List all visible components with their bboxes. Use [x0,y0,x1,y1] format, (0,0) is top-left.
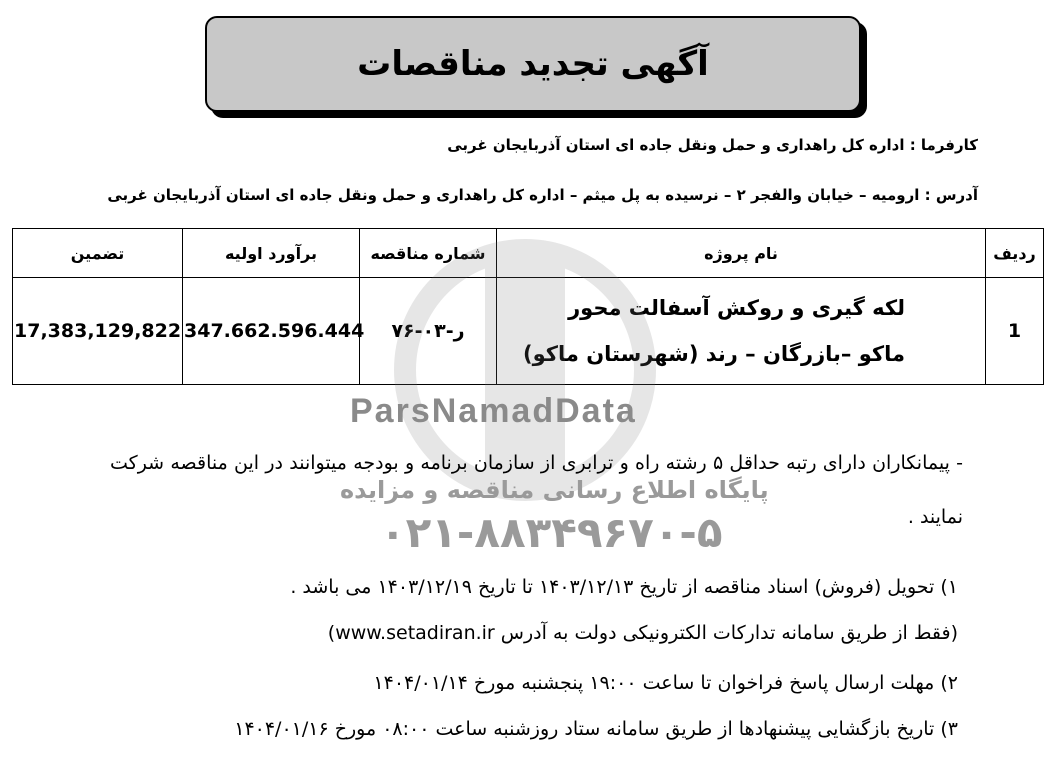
cell-tender-number: ۷۶-ر-۰۳ [360,278,497,385]
cell-project [497,278,986,385]
watermark-phone: ۰۲۱-۸۸۳۴۹۶۷۰-۵ [380,508,723,557]
item-document-delivery: ۱) تحویل (فروش) اسناد مناقصه از تاریخ ۱۴۰۳/۱۲/۱۳ تا تاریخ ۱۴۰۳/۱۲/۱۹ می باشد . [290,576,958,598]
header-project: نام پروژه [497,229,986,278]
eligibility-paragraph: - پیمانکاران دارای رتبه حداقل ۵ رشته راه و ترابری از سازمان برنامه و بودجه میتوانند در این مناقصه شرکت نمایند . [110,452,963,528]
watermark-description: پایگاه اطلاع رسانی مناقصه و مزایده [340,476,769,504]
item-opening-date: ۳) تاریخ بازگشایی پیشنهادها از طریق سامانه ستاد روزشنبه ساعت ۰۸:۰۰ مورخ ۱۴۰۴/۰۱/۱۶ [234,718,958,740]
table-header-row [13,229,1044,278]
page-title: آگهی تجدید مناقصات [357,44,709,84]
address-line: آدرس : ارومیه – خیابان والفجر ۲ – نرسیده به پل میثم – اداره کل راهداری و حمل ونقل جاده ای استان آذربایجان غربی [107,186,978,204]
header-number: شماره مناقصه [360,229,497,278]
watermark-brand: ParsNamadData [350,392,637,430]
employer-line: کارفرما : اداره کل راهداری و حمل ونقل جاده ای استان آذربایجان غربی [447,136,978,154]
header-radif: ردیف [986,229,1044,278]
item-setad-note: (فقط از طریق سامانه تدارکات الکترونیکی دولت به آدرس www.setadiran.ir) [327,622,958,644]
project-name-line1: لکه گیری و روکش آسفالت محور [568,296,905,320]
title-box [205,16,861,112]
item-response-deadline: ۲) مهلت ارسال پاسخ فراخوان تا ساعت ۱۹:۰۰ پنجشنبه مورخ ۱۴۰۴/۰۱/۱۴ [373,672,958,694]
cell-deposit: 17,383,129,822 [13,278,183,385]
project-name-line2: ماکو –بازرگان – رند (شهرستان ماکو) [523,342,905,366]
header-estimate: برآورد اولیه [183,229,360,278]
cell-estimate: 347.662.596.444 [183,278,360,385]
table-row [13,278,1044,385]
header-deposit: تضمین [13,229,183,278]
cell-radif: 1 [986,278,1044,385]
tender-table [12,228,1044,385]
